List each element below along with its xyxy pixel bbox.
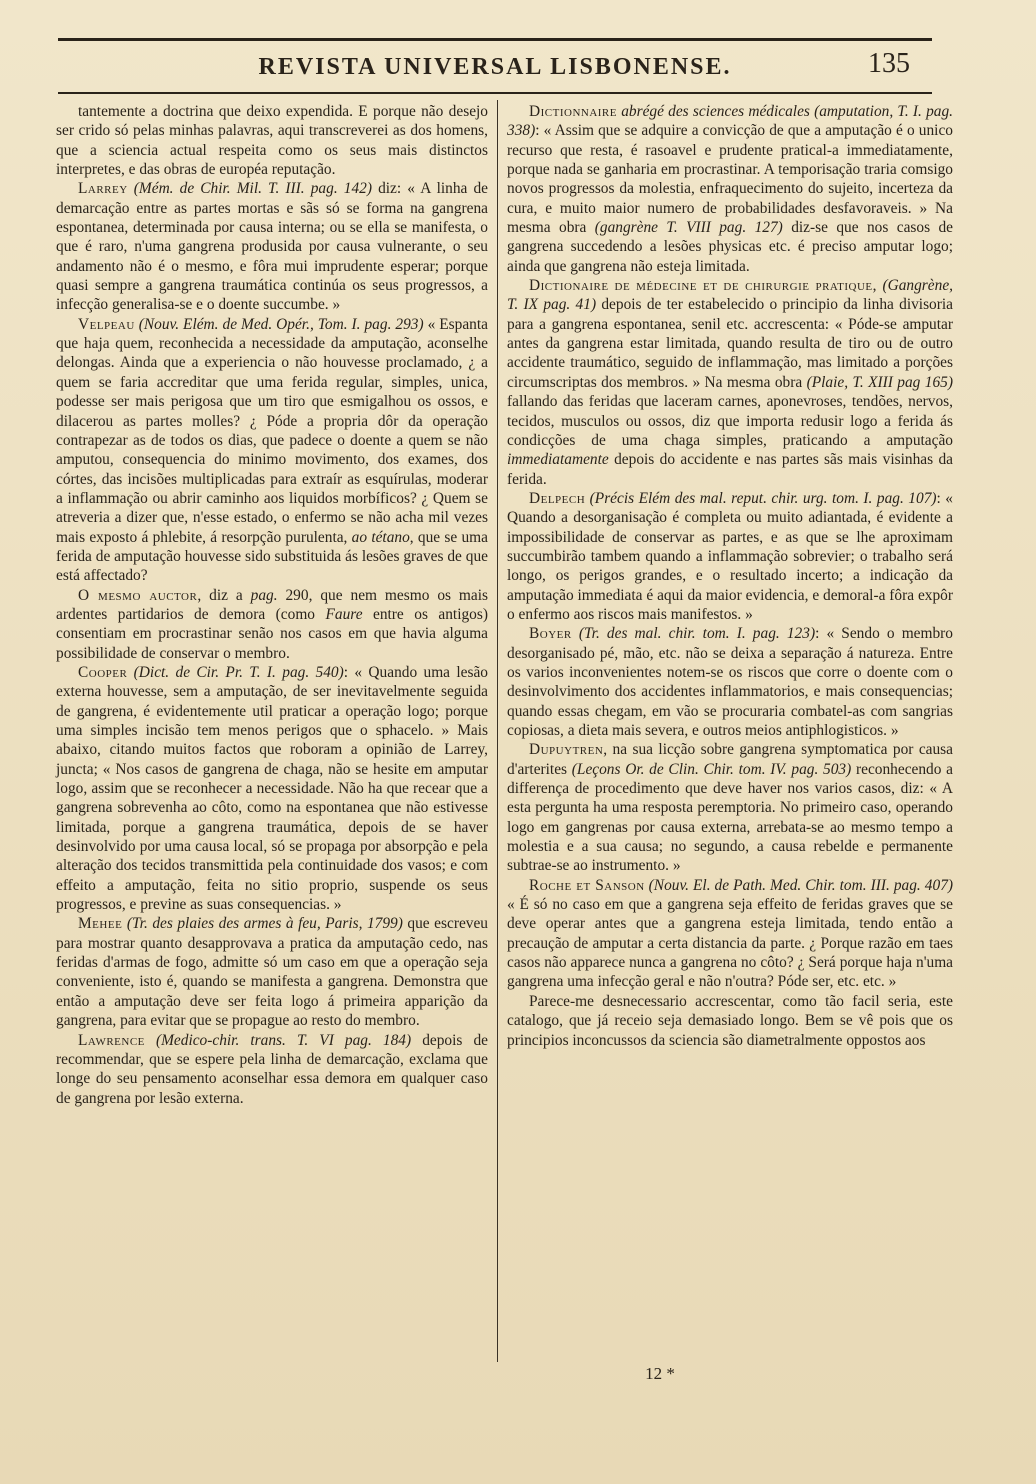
body-text: , na sua licção sobre gangrena symptomatica por causa d'arterites: [507, 741, 953, 778]
citation: (Mém. de Chir. Mil. T. III. pag. 142): [127, 180, 372, 198]
paragraph: [507, 992, 953, 1050]
citation: (Tr. des mal. chir. tom. I. pag. 123): [571, 625, 816, 643]
body-text: : « Quando a desorganisação é completa ou muito adiantada, é evidente a impossibilidade de conservar as partes, e as que se lhe aproximam succumbirão tambem quando a inflammação sobrevier; o trabalho será longo, os perigos grandes, e o resultado incerto; a indicação da amputação immediata é aqui da maior evidencia, e demoral-a fôra expôr o enfermo aos riscos mais manifestos. »: [507, 489, 953, 623]
body-text: depois do accidente e nas partes sãs mais visinhas da ferida.: [507, 451, 953, 488]
citation: (Précis Elém des mal. reput. chir. urg. tom. I. pag. 107): [585, 489, 937, 507]
journal-title: REVISTA UNIVERSAL LISBONENSE.: [258, 54, 732, 80]
citation: (Leçons Or. de Clin. Chir. tom. IV. pag. 503): [571, 760, 852, 778]
paragraph: [56, 315, 488, 586]
author-name: Velpeau: [78, 315, 135, 333]
citation: immediatamente: [507, 451, 609, 469]
paragraph: [56, 663, 488, 914]
paragraph: [56, 102, 488, 179]
paragraph: [507, 489, 953, 624]
citation: (Dict. de Cir. Pr. T. I. pag. 540): [127, 663, 344, 681]
body-text: « Espanta que haja quem, reconhecida a necessidade da amputação, aconselhe delongas. Ainda que a experiencia o não houvesse proclamado, ¿ a quem se faria accreditar que uma ferida regular, simples, unica, podesse ser mais perigosa que um tiro que esmigalhou os ossos, e dilacerou as partes molles? ¿ Póde a propria dôr da operação contrapezar as de todos os dias, que padece o doente a quem se não amputou, consequencia do minimo movimento, dos exames, dos córtes, das incisões multiplicadas para extraír as esquírulas, moderar a inflammação ou abrir caminho aos liquidos morbíficos? ¿ Quem se atreveria a dizer que, n'esse estado, o enfermo se não acha mil vezes mais exposto á phlebite, á resorpção purulenta,: [56, 315, 488, 546]
citation: Faure: [325, 605, 363, 623]
body-text: diz-se que nos casos de gangrena succedendo a lesões physicas etc. é preciso amputar logo; ainda que gangrena não esteja limitada.: [507, 219, 954, 275]
body-text: fallando das feridas que laceram carnes, aponevroses, tendões, nervos, tecidos, musculos ou ossos, diz que importa redusir logo a ferida ás condicções de uma chaga simples, praticando a amputação: [507, 393, 953, 449]
body-text: : « Assim que se adquire a convicção de que a amputação é o unico recurso que resta, é rasoavel e prudente pratical-a immediatamente, porque nada se ganharia em procrastinar. A temporisação traria comsigo novos progressos da molestia, enfraquecimento do sujeito, incerteza da cura, e muito maior numero de probabilidades desfavoraveis. » Na mesma obra: [507, 122, 953, 237]
paragraph: [56, 586, 488, 663]
citation: (Tr. des plaies des armes à feu, Paris, 1799): [122, 915, 403, 933]
top-rule: [58, 38, 932, 41]
body-text: tantemente a doctrina que deixo expendida. E porque não desejo ser crido só pelas minhas palavras, aqui transcreverei as dos homens, que a sciencia actual respeita como os seus mais distinctos interpretes, e das obras de européa reputação.: [56, 103, 488, 179]
author-name: Larrey: [78, 180, 128, 198]
citation: abrégé des sciences médicales (amputation, T. I. pag. 338): [507, 103, 953, 140]
citation: (gangrène T. VIII pag. 127): [594, 219, 783, 237]
paragraph: [56, 179, 488, 314]
body-text: entre os antigos) consentiam em procrastinar senão nos casos em que havia alguma possibilidade de conservar o membro.: [56, 605, 488, 662]
body-text: « É só no caso em que a gangrena seja effeito de feridas graves que se deve operar antes que a gangrena esteja limitada, tendo então a precaução de amputar a certa distancia da parte. ¿ Porque razão em taes casos não apparece nunca a gangrena no côto? ¿ Será porque haja n'uma gangrena uma infecção geral e não n'outra? Póde ser, etc. etc. »: [507, 896, 953, 991]
citation: (Nouv. El. de Path. Med. Chir. tom. III. pag. 407): [644, 876, 954, 894]
body-text: depois de ter estabelecido o principio da linha divisoria para a gangrena espontanea, senil etc. accrescenta: « Póde-se amputar antes da gangrena estar limitada, quando resulta de tiro ou de outro accidente traumático, seguido de inflammação, mas limitado a porções circumscriptas dos membros. » Na mesma obra: [507, 296, 953, 391]
author-name: Mehee: [78, 915, 123, 933]
body-text: : « Sendo o membro desorganisado pé, mão, etc. não se deixa a separação á natureza. Entre os varios inconvenientes notem-se os riscos que corre o doente com o desinvolvimento dos accidentes inflammatorios, e mais consequencias; quando essas chegam, em vão se procuraria combatel-as com sangrias copiosas, a dieta mais severa, e outros meios antiphlogisticos. »: [507, 625, 953, 739]
author-name: Lawrence: [78, 1031, 145, 1049]
body-text: diz: « A linha de demarcação entre as partes mortas e sãs só se forma na gangrena espontanea, determinada por causa interna; ou se ella se manifesta, o que é raro, n'uma gangrena produsida por causa vulnerante, o seu andamento não é o mesmo, e fôra mui imprudente esperar; porque quasi sempre a gangrena traumática continúa os seus progressos, a infecção generalisa-se e o doente succumbe. »: [56, 180, 488, 314]
body-text: depois de recommendar, que se espere pela linha de demarcação, exclama que longe do seu pensamento aconselhar essa demora em qualquer caso de gangrena por lesão externa.: [56, 1031, 488, 1107]
body-text: , diz a: [197, 586, 251, 604]
author-name: Roche et Sanson: [529, 876, 645, 894]
citation: (Plaie, T. XIII pag 165): [806, 373, 953, 391]
body-text: reconhecendo a differença de procedimento que deve haver nos varios casos, diz: « A esta pergunta ha uma resposta peremptoria. No primeiro caso, operando logo em gangrenas por causa externa, arrebata-se ao mesmo tempo a molestia e a sua causa; no segundo, a causa rebelde e permanente subtrae-se ao instrumento. »: [507, 760, 953, 875]
printer-signature: 12 *: [645, 1364, 675, 1383]
citation: ao tétano: [351, 528, 410, 546]
page-number: 135: [868, 48, 910, 79]
header-rule: [58, 92, 932, 94]
right-column: [507, 102, 953, 1050]
body-text: , que se uma ferida de amputação houvesse sido substituida ás lesões graves de que está affectado?: [56, 528, 488, 585]
author-name: Delpech: [529, 489, 586, 507]
author-name: Boyer: [529, 625, 572, 643]
left-column: [56, 102, 488, 1108]
column-divider: [497, 100, 498, 1362]
author-name: Dictionnaire: [529, 103, 617, 120]
author-name: Dupuytren: [529, 741, 604, 759]
paragraph: [507, 102, 953, 276]
body-text: 290, que nem mesmo os mais ardentes partidarios de demora (como: [56, 586, 488, 623]
citation: pag.: [250, 586, 278, 604]
author-name: Dictionaire de médecine et de chirurgie pratique,: [529, 277, 877, 295]
citation: (Nouv. Elém. de Med. Opér., Tom. I. pag. 293): [134, 315, 424, 333]
paragraph: [56, 1031, 488, 1108]
paragraph: [507, 624, 953, 740]
paragraph: [507, 276, 953, 489]
author-name: Cooper: [78, 663, 128, 681]
paragraph: [507, 876, 953, 992]
body-text: Parece-me desnecessario accrescentar, como tão facil seria, este catalogo, que já receio seja demasiado longo. Bem se vê pois que os principios inconcussos da sciencia são diametralmente oppostos aos: [507, 992, 953, 1049]
page-header: [58, 44, 932, 88]
citation: (Gangrène, T. IX pag. 41): [507, 277, 953, 314]
paragraph: [56, 914, 488, 1030]
body-text: que escreveu para mostrar quanto desapprovava a pratica da amputação cedo, nas feridas d'armas de fogo, admitte só um caso em que a operação seja conveniente, isto é, quando se manifesta a gangrena. Demonstra que então a amputação deve ser feita logo á primeira apparição da gangrena, para evitar que se propague ao resto do membro.: [56, 915, 488, 1030]
citation: (Medico-chir. trans. T. VI pag. 184): [144, 1031, 412, 1049]
body-text: : « Quando uma lesão externa houvesse, sem a amputação, de ser inevitavelmente seguida de gangrena, é evidentemente util praticar a operação logo; porque uma simples incisão tem menos perigos que o sphacelo. » Mais abaixo, citando muitos factos que roboram a opinião de Larrey, juncta; « Nos casos de gangrena de chaga, não se hesite em amputar logo, assim que se reconhecer a necessidade. Não ha que recear que a gangrena sobrevenha ao côto, como na espontanea que não estivesse limitada, porque a gangrena traumática, depois de se haver desinvolvido por uma causa local, só se propaga por absorpção e pela alteração dos tecidos transmittida pela continuidade dos vasos; e com effeito a amputação, feita no sitio proprio, suspende os seus progressos, e previne as suas consequencias. »: [56, 663, 488, 914]
author-name: O mesmo auctor: [78, 586, 198, 604]
paragraph: [507, 740, 953, 875]
